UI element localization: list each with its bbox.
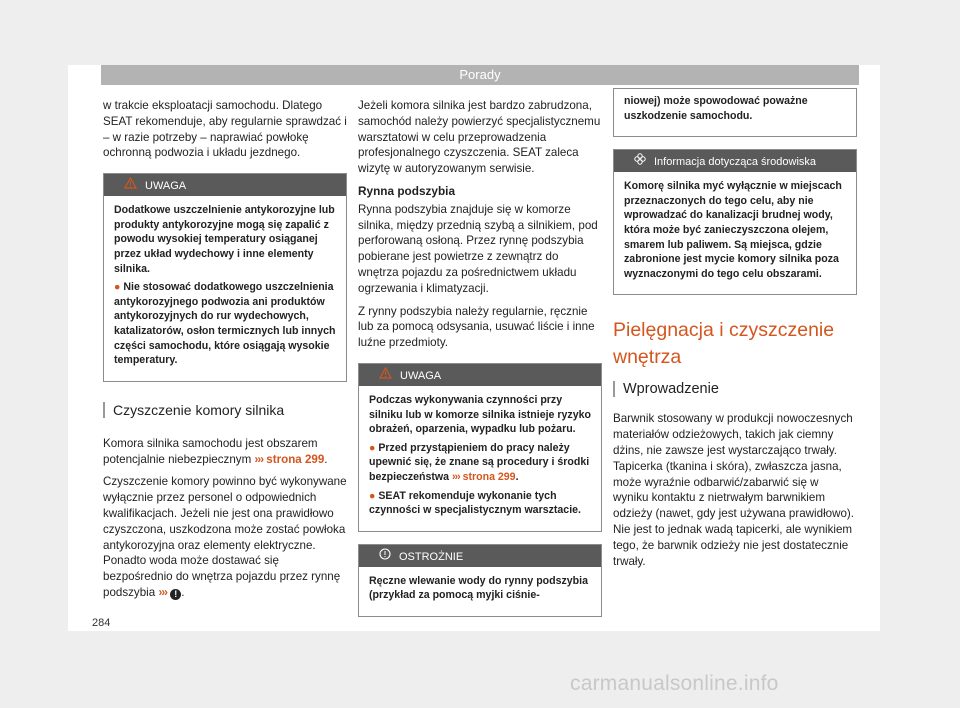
paragraph: Z rynny podszybia należy regularnie, ręcznie lub za pomocą odsysania, usuwać liście i inne luźne przedmioty.	[358, 304, 595, 350]
environment-box-header	[614, 150, 856, 172]
warning-bullet: ● Nie stosować dodatkowego uszczelnienia antykorozyjnego podwozia ani produktów antykorozyjnych do rur wydechowych, katalizatorów, osłon termicznych lub innych części samochodu, które osiągają wysokie temperatury.	[114, 281, 336, 367]
paragraph: Komora silnika samochodu jest obszarem potencjalnie niebezpiecznym ››› strona 299.	[103, 436, 328, 466]
section-title: Czyszczenie komory silnika	[103, 402, 347, 418]
warning-label: UWAGA	[400, 369, 442, 382]
cross-reference-arrow: ›››	[158, 585, 168, 599]
caution-label: OSTROŻNIE	[399, 550, 464, 563]
caution-box-body	[614, 89, 856, 136]
caution-box	[358, 544, 602, 617]
paragraph: Jeżeli komora silnika jest bardzo zabrudzona, samochód należy powierzyć specjalistycznemu warsztatowi w celu przeprowadzenia profesjonalnego czyszczenia. SEAT zaleca wizytę w autoryzowanym serwisie.	[358, 99, 601, 176]
paragraph: Rynna podszybia znajduje się w komorze silnika, między przednią szybą a silnikiem, pod perforowaną osłoną. Przez rynnę podszybia pobierane jest powietrze z zewnątrz do wnętrza pojazdu za pośrednictwem układu ogrzewania i klimatyzacji.	[358, 202, 598, 295]
subheading: Rynna podszybia	[358, 183, 456, 198]
page-link[interactable]: strona 299	[266, 452, 325, 466]
caution-box-header	[359, 545, 601, 567]
caution-box-continued	[613, 88, 857, 137]
paragraph: w trakcie eksploatacji samochodu. Dlatego SEAT rekomenduje, aby regularnie sprawdzać i – w razie potrzeby – naprawiać powłokę ochronną podwozia i układu jezdnego.	[103, 99, 347, 160]
environment-box-body	[614, 172, 856, 294]
column-3	[613, 88, 857, 576]
warning-label: UWAGA	[145, 180, 187, 193]
warning-bullet: ● Przed przystąpieniem do pracy należy upewnić się, że znane są procedury i środki bezpieczeństwa ››› strona 299.	[369, 441, 590, 483]
warning-text: Podczas wykonywania czynności przy silniku lub w komorze silnika istnieje ryzyko obrażeń, oparzenia, wypadku lub pożaru.	[369, 393, 591, 436]
cross-reference-arrow: ›››	[452, 470, 460, 483]
warning-box-header	[359, 364, 601, 386]
warning-box	[358, 363, 602, 532]
caution-reference-icon[interactable]: !	[170, 589, 181, 600]
caution-text: Ręczne wlewanie wody do rynny podszybia (przykład za pomocą myjki ciśnie-	[369, 574, 588, 602]
warning-box-header	[104, 174, 346, 196]
paragraph: Barwnik stosowany w produkcji nowoczesnych materiałów odzieżowych, takich jak ciemny dżins, nie zawsze jest wystarczająco trwały. Tapicerka (tkanina i skóra), zwłaszcza jasna, może wyraźnie odbarwić/zabarwić się w wyniku kontaktu z nietrwałym barwnikiem odzieży (nawet, gdy jest używana prawidłowo). Nie jest to jednak wadą tapicerki, ale wynikiem tego, że barwnik odzieży nie jest dostatecznie trwały.	[613, 412, 855, 568]
page-link[interactable]: strona 299	[462, 470, 516, 483]
bullet-dot-icon: ●	[369, 441, 376, 454]
bullet-dot-icon: ●	[114, 281, 121, 294]
cross-reference-arrow: ›››	[254, 452, 264, 466]
paragraph: Czyszczenie komory powinno być wykonywane wyłącznie przez personel o odpowiednich kwalifikacjach. Jeżeli nie jest ona prawidłowo czyszczona, uszkodzona może zostać powłoka antykorozyjna oraz elementy elektryczne. Ponadto woda może dostawać się bezpośrednio do wnętrza pojazdu przez rynnę podszybia ››› ! .	[103, 475, 347, 599]
column-2	[358, 98, 602, 627]
column-1	[103, 98, 347, 608]
warning-triangle-icon	[379, 364, 392, 386]
warning-box-body	[359, 386, 601, 531]
warning-bullet: ● SEAT rekomenduje wykonanie tych czynności w specjalistycznym warsztacie.	[369, 489, 581, 517]
section-title: Wprowadzenie	[613, 381, 857, 397]
environment-text: Komorę silnika myć wyłącznie w miejscach przeznaczonych do tego celu, aby nie wprowadzać do kanalizacji brudnej wody, która może być zanieczyszczona olejem, smarem lub paliwem. Są miejsca, gdzie zabronione jest mycie komory silnika poza wyznaczonymi do tego celu obszarami.	[624, 180, 842, 280]
environment-label: Informacja dotycząca środowiska	[654, 156, 817, 169]
caution-text: niowej) może spowodować poważne uszkodzenie samochodu.	[624, 95, 808, 122]
page-header: Porady	[101, 65, 859, 85]
page-number: 284	[92, 617, 111, 629]
watermark: carmanualsonline.info	[570, 672, 779, 695]
info-circle-icon	[379, 545, 391, 567]
chapter-title: Pielęgnacja i czyszczenie wnętrza	[613, 319, 835, 369]
environment-box	[613, 149, 857, 295]
bullet-dot-icon: ●	[369, 489, 376, 502]
warning-box	[103, 173, 347, 382]
warning-triangle-icon	[124, 174, 137, 196]
leaf-flower-icon	[634, 150, 646, 172]
caution-box-body	[359, 567, 601, 616]
warning-text: Dodatkowe uszczelnienie antykorozyjne lub produkty antykorozyjne mogą się zapalić z powodu wysokiej temperatury osiąganej przez układ wydechowy i inne elementy silnika.	[114, 204, 335, 275]
warning-box-body	[104, 196, 346, 381]
